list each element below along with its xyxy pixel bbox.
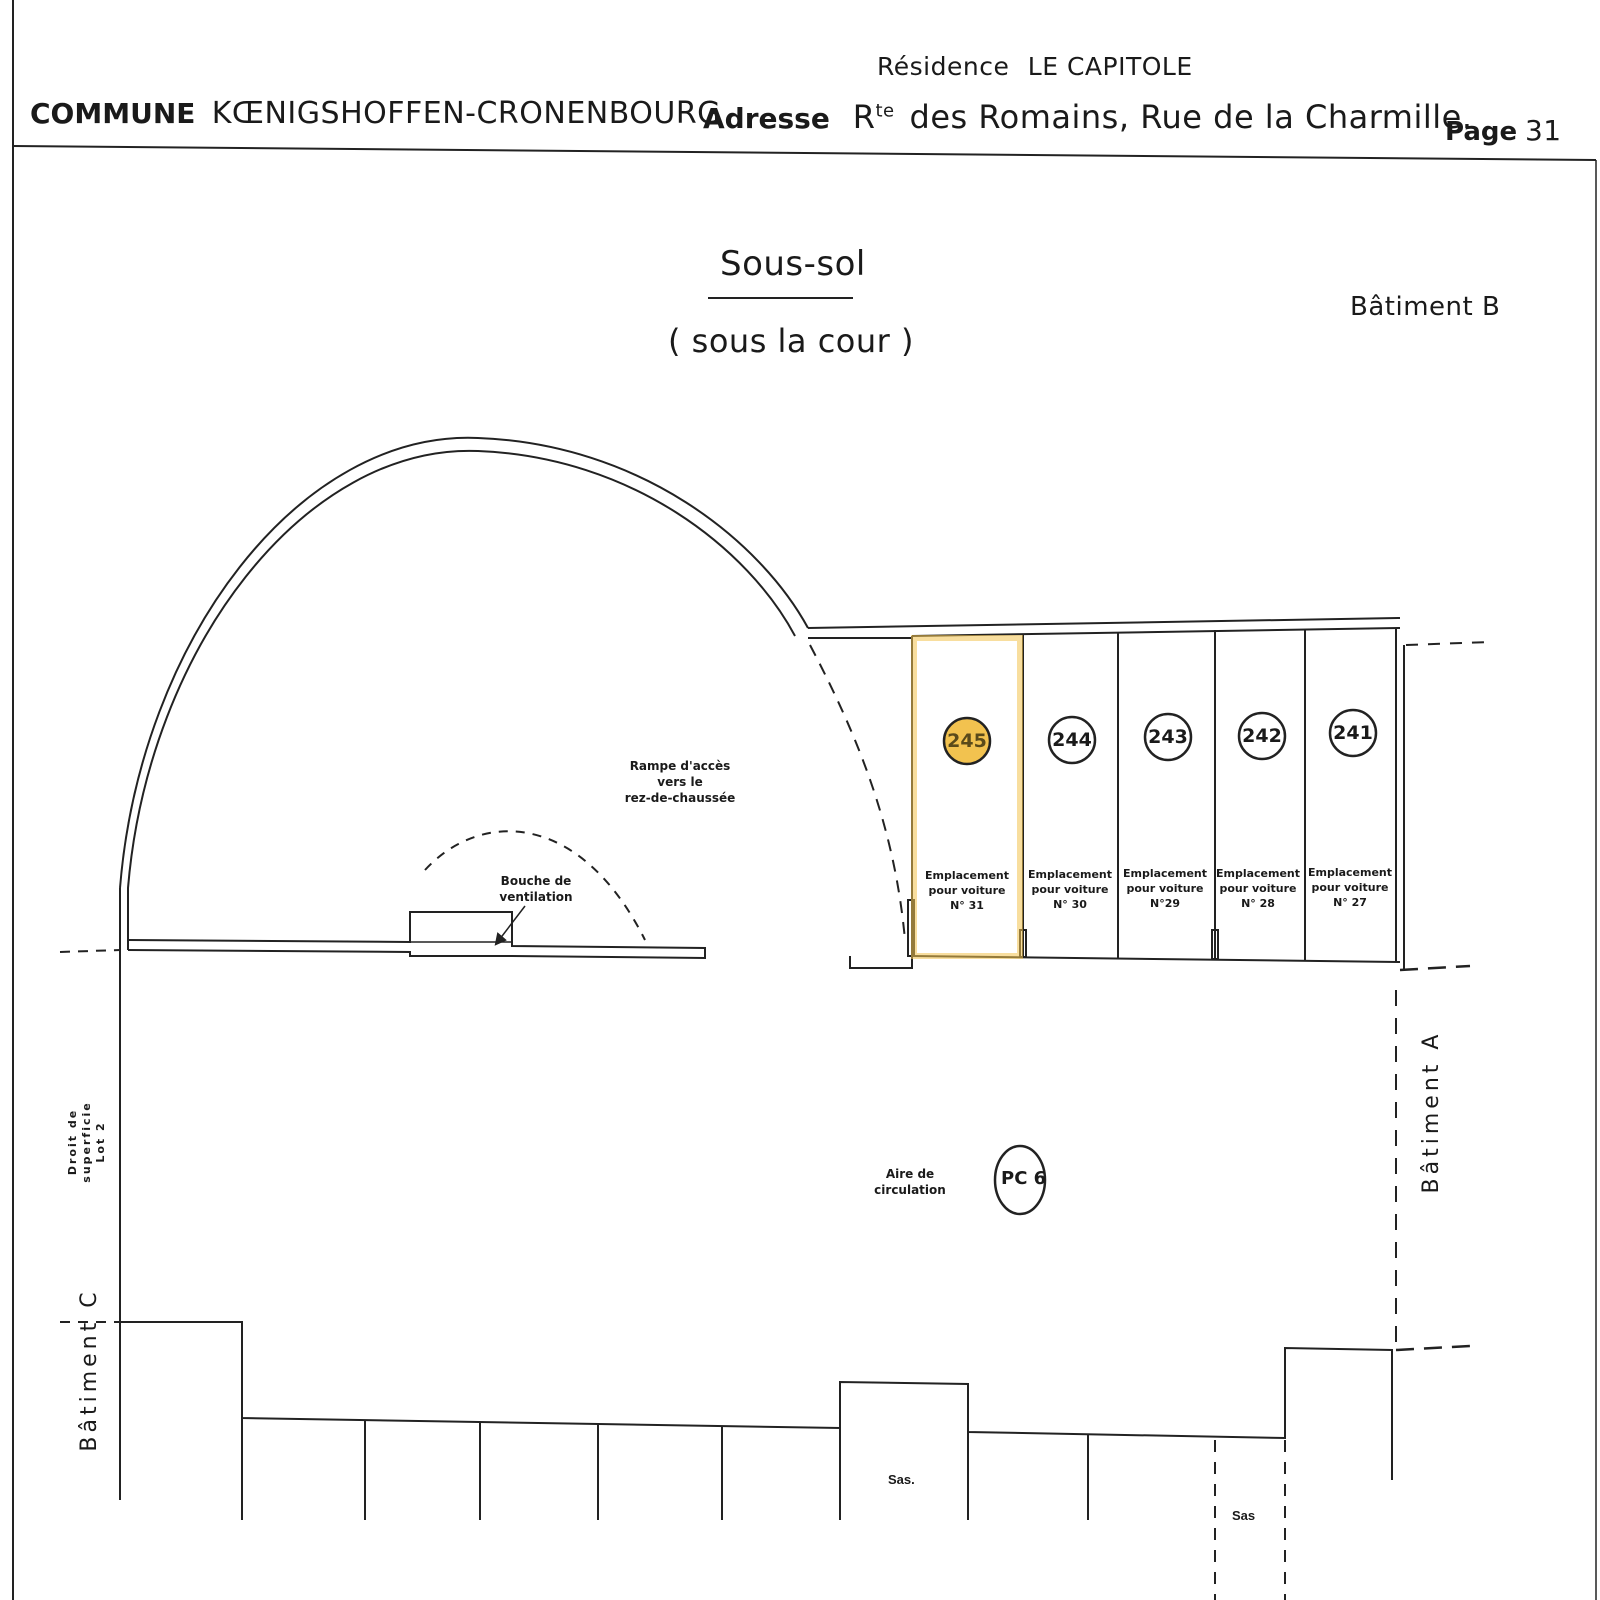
dome-base xyxy=(128,912,705,958)
residence-name: LE CAPITOLE xyxy=(1027,52,1193,81)
spot-label-line-2: pour voiture xyxy=(1311,881,1389,894)
residence-label: Résidence xyxy=(877,52,1010,81)
spot-label-line-2: pour voiture xyxy=(1219,882,1297,895)
building-a-label: Bâtiment A xyxy=(1419,1030,1444,1194)
spot-label-line-1: Emplacement xyxy=(924,869,1010,882)
sas-label-1: Sas. xyxy=(888,1472,915,1487)
spot-label-line-1: Emplacement xyxy=(1027,868,1113,881)
spot-label-line-2: pour voiture xyxy=(928,884,1006,897)
spot-label-245 xyxy=(921,868,1013,913)
address-prefix: R xyxy=(852,98,876,136)
circulation-code: PC 6 xyxy=(1001,1168,1047,1189)
commune-name: KŒNIGSHOFFEN-CRONENBOURG xyxy=(211,96,721,131)
spot-label-line-1: Emplacement xyxy=(1307,866,1393,879)
circulation-label: Aire de circulation xyxy=(874,1167,946,1197)
ramp-dome-outer xyxy=(120,438,808,888)
page-number: 31 xyxy=(1524,114,1562,147)
ramp-label: Rampe d'accès vers le rez-de-chaussée xyxy=(624,759,736,805)
page-label: Page xyxy=(1445,117,1518,147)
parking-top-wall xyxy=(912,628,1400,636)
spot-label-line-3: N° 28 xyxy=(1241,897,1275,910)
building-b-label: Bâtiment B xyxy=(1350,292,1501,322)
lot-number-243: 243 xyxy=(1148,726,1188,748)
spot-label-line-1: Emplacement xyxy=(1215,867,1301,880)
lot-number-241: 241 xyxy=(1333,722,1373,744)
ramp-dashed-arc xyxy=(810,645,905,940)
spot-label-line-2: pour voiture xyxy=(1126,882,1204,895)
surface-label: Droit de superficie Lot 2 xyxy=(66,1101,107,1183)
address-sup: te xyxy=(875,100,895,122)
spot-label-243 xyxy=(1119,866,1211,911)
spot-label-line-3: N° 30 xyxy=(1053,898,1087,911)
spot-label-244 xyxy=(1024,867,1116,912)
commune-label: COMMUNE xyxy=(30,97,196,130)
plan-title: Sous-sol xyxy=(720,244,866,284)
sas-label-2: Sas xyxy=(1232,1508,1256,1523)
spot-label-line-3: N° 31 xyxy=(950,899,984,912)
ramp-dome-inner xyxy=(128,451,795,940)
lot-number-244: 244 xyxy=(1052,729,1092,751)
spot-label-line-3: N°29 xyxy=(1149,897,1180,910)
header-rule xyxy=(13,146,1596,160)
lower-building-wall xyxy=(120,1322,1392,1480)
spot-label-line-2: pour voiture xyxy=(1031,883,1109,896)
vent-label: Bouche de ventilation xyxy=(499,874,573,904)
lot-number-242: 242 xyxy=(1242,725,1282,747)
address-label: Adresse xyxy=(703,102,830,135)
address-text: des Romains, Rue de la Charmille. xyxy=(909,98,1473,136)
spot-label-242 xyxy=(1212,866,1304,911)
spot-label-line-3: N° 27 xyxy=(1333,896,1367,909)
spot-label-241 xyxy=(1304,865,1396,910)
lot-number-245: 245 xyxy=(947,730,987,752)
building-c-label: Bâtiment C xyxy=(77,1288,102,1452)
spot-label-line-1: Emplacement xyxy=(1122,867,1208,880)
plan-subtitle: ( sous la cour ) xyxy=(668,322,914,360)
